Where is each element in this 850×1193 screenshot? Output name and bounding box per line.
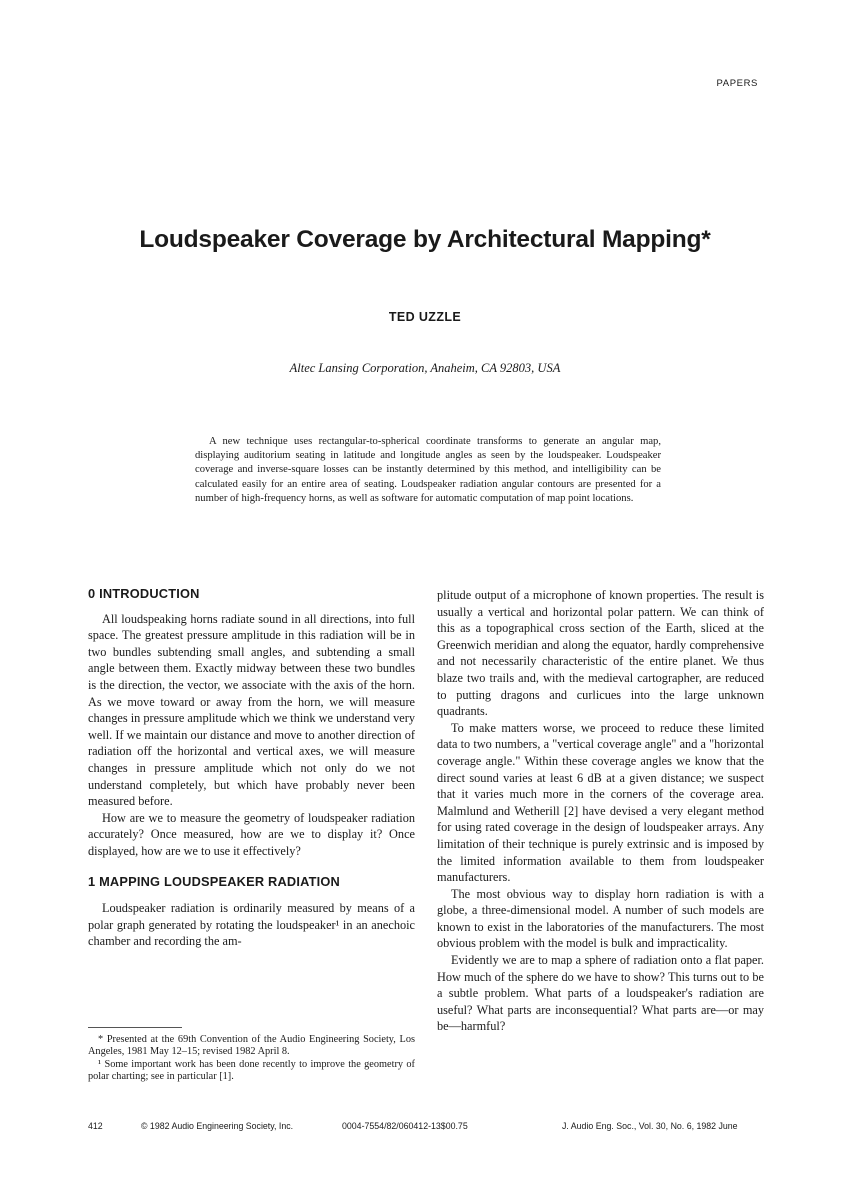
right-paragraph-1: plitude output of a microphone of known properties. The result is usually a vertical and horizontal polar pattern. We can think of this as a topographical cross section of the Earth, sliced at the Greenwich meridian and along the equator, hardly comprehensive and not necessarily characteristic of the entire planet. We thus blaze two trails and, with the medieval cartographer, are reduced to putting dragons and curlicues into the large unknown quadrants. [437,588,764,719]
intro-paragraph-2: How are we to measure the geometry of loudspeaker radiation accurately? Once measured, how are we to display it? Once displayed, how are we to use it effectively? [88,810,415,858]
page-number: 412 [88,1121,103,1131]
right-paragraph-4: Evidently we are to map a sphere of radiation onto a flat paper. How much of the sphere do we have to show? This turns out to be a subtle problem. What parts of a loudspeaker's radiation are useful? What parts are inconsequential? What parts are—or may be—harmful? [437,953,764,1034]
article-code: 0004-7554/82/060412-13$00.75 [342,1121,468,1131]
right-paragraph-3: The most obvious way to display horn radiation is with a globe, a three-dimensional model. A number of such models are known to exist in the laboratories of the manufacturers. The most obvious problem with the model is bulk and impracticality. [437,886,764,951]
left-column [88,586,415,950]
author-name: TED UZZLE [388,310,462,324]
section-label: PAPERS [716,78,758,89]
footnote-presented: * Presented at the 69th Convention of the Audio Engineering Society, Los Angeles, 1981 May 12–15; revised 1982 April 8. [88,1034,415,1058]
abstract: A new technique uses rectangular-to-spherical coordinate transforms to generate an angular map, displaying auditorium seating in latitude and longitude angles as seen by the loudspeaker. Loudspeaker coverage and inverse-square losses can be instantly determined by this method, and intelligibility can be calculated easily for an entire area of seating. Loudspeaker radiation angular contours are presented for a number of high-frequency horns, as well as software for automatic computation of map point locations. [195,436,661,504]
author-affiliation: Altec Lansing Corporation, Anaheim, CA 92803, USA [289,361,561,375]
intro-paragraph-1: All loudspeaking horns radiate sound in all directions, into full space. The greatest pressure amplitude in this radiation will be in two bundles subtending small angles, and subtending a small angle between them. Exactly midway between these two bundles is the direction, the vector, we associate with the axis of the horn. As we move toward or away from the horn, we will measure changes in pressure amplitude which we think we understand very well. If we maintain our distance and move to another direction of radiation off the horizontal and vertical axes, we will measure changes in pressure amplitude which not only do we not understand completely, but which have probably never been measured before. [88,611,415,809]
footnotes [88,1034,415,1084]
heading-mapping: 1 MAPPING LOUDSPEAKER RADIATION [88,873,340,889]
footnote-1: ¹ Some important work has been done recently to improve the geometry of polar charting; see in particular [1]. [88,1058,415,1083]
copyright-notice: © 1982 Audio Engineering Society, Inc. [141,1121,294,1131]
journal-citation: J. Audio Eng. Soc., Vol. 30, No. 6, 1982 June [562,1121,738,1131]
footnote-divider [88,1027,182,1028]
heading-introduction: 0 INTRODUCTION [88,586,200,601]
right-paragraph-2: To make matters worse, we proceed to reduce these limited data to two numbers, a "vertical coverage angle" and a "horizontal coverage angle." Within these coverage angles we know that the direct sound varies at least 6 dB at a given distance; we suspect that it varies much more in the corners of the coverage area. Malmlund and Wetherill [2] have devised a very elegant method for using rated coverage in the design of loudspeaker arrays. Any limitation of their technique is purely extrinsic and is imposed by the limited information available to them from loudspeaker manufacturers. [437,720,764,885]
article-title: Loudspeaker Coverage by Architectural Mapping* [139,226,711,253]
mapping-paragraph-1: Loudspeaker radiation is ordinarily measured by means of a polar graph generated by rotating the loudspeaker¹ in an anechoic chamber and recording the am- [88,901,415,949]
right-column [437,587,764,1035]
